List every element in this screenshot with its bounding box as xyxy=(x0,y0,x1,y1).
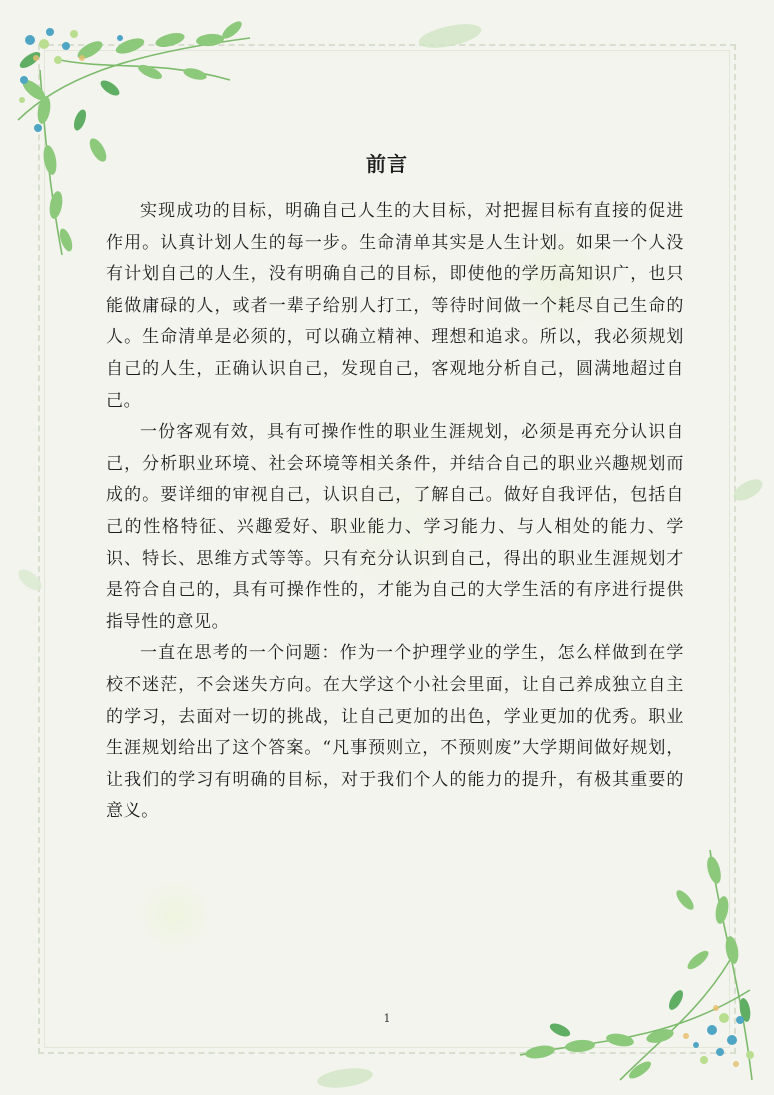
document-body xyxy=(106,196,684,828)
faded-leaf-top-icon xyxy=(410,14,490,54)
page-title: 前言 xyxy=(366,152,408,176)
faded-leaf-right-icon xyxy=(728,470,768,510)
paragraph: 一份客观有效，具有可操作性的职业生涯规划，必须是再充分认识自己，分析职业环境、社会环境等相关条件，并结合自己的职业兴趣规划而成的。要详细的审视自己，认识自己，了解自己。做好自我评估，包括自己的性格特征、兴趣爱好、职业能力、学习能力、与人相处的能力、学识、特长、思维方式等等。只有充分认识到自己，得出的职业生涯规划才是符合自己的，具有可操作性的，才能为自己的大学生活的有序进行提供指导性的意见。 xyxy=(106,422,684,632)
faded-leaf-bottom-icon xyxy=(310,1060,380,1095)
paragraph: 实现成功的目标，明确自己人生的大目标，对把握目标有直接的促进作用。认真计划人生的每一步。生命清单其实是人生计划。如果一个人没有计划自己的人生，没有明确自己的目标，即使他的学历高知识广，也只能做庸碌的人，或者一辈子给别人打工，等待时间做一个耗尽自己生命的人。生命清单是必须的，可以确立精神、理想和追求。所以，我必须规划自己的人生，正确认识自己，发现自己，客观地分析自己，圆满地超过自己。 xyxy=(106,201,684,411)
paragraph: 一直在思考的一个问题：作为一个护理学业的学生，怎么样做到在学校不迷茫，不会迷失方向。在大学这个小社会里面，让自己养成独立自主的学习，去面对一切的挑战，让自己更加的出色，学业更加的优秀。职业生涯规划给出了这个答案。“凡事预则立，不预则废”大学期间做好规划，让我们的学习有明确的目标，对于我们个人的能力的提升，有极其重要的意义。 xyxy=(106,643,684,822)
page-number: 1 xyxy=(383,1012,391,1025)
faded-leaf-left-icon xyxy=(10,560,50,600)
floral-corner-bottom-right-icon xyxy=(500,840,774,1095)
